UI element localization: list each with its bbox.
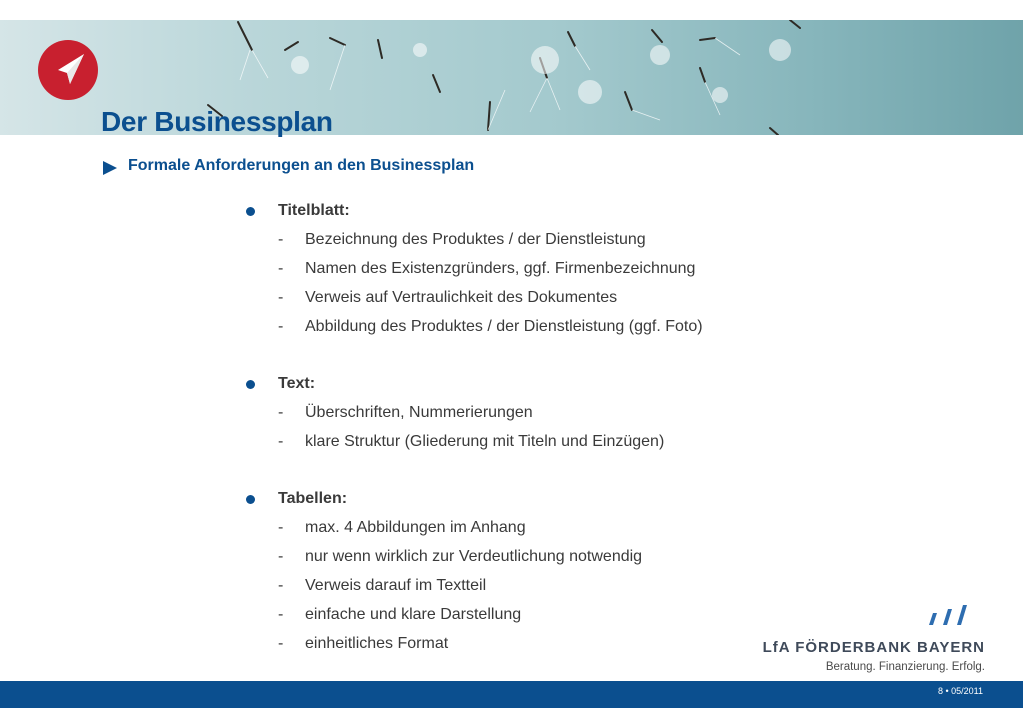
brand-tagline: Beratung. Finanzierung. Erfolg. (825, 661, 985, 673)
dot-icon (246, 495, 255, 504)
page-number: 8 • 05/2011 (937, 686, 983, 696)
triangle-right-icon (102, 161, 118, 175)
section-heading: Tabellen: (278, 490, 348, 507)
brand-name: LfA FÖRDERBANK BAYERN (762, 639, 985, 656)
dot-icon (246, 207, 255, 216)
lfa-logo (762, 603, 990, 675)
section-heading: Text: (278, 375, 316, 392)
page-title: Der Businessplan (101, 106, 333, 137)
dot-icon (246, 380, 255, 389)
section-heading: Titelblatt: (278, 202, 350, 219)
paper-plane-icon (38, 40, 98, 100)
subheading-label: Formale Anforderungen an den Businessplan (128, 157, 475, 174)
logo-marks-icon (925, 605, 970, 627)
footer-bar (0, 681, 1023, 708)
